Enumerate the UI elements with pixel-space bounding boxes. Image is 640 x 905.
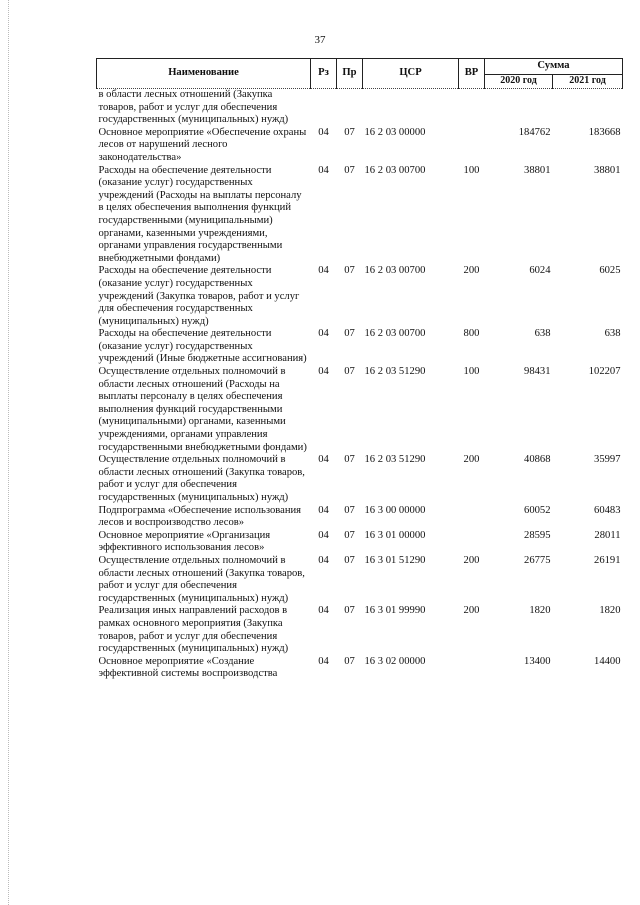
- cell-name: Основное мероприятие «Организация эффективного использования лесов»: [98, 529, 271, 554]
- cell-name: Расходы на обеспечение деятельности (оказание услуг) государственных учреждений (Расходы на выплаты персоналу в целях обеспечения выполнения функций государственными (муниципальными) органами, казенными учреждениями, органами управления государственными внебюджетными фондами): [98, 164, 302, 264]
- table-body: [97, 89, 623, 681]
- cell-vr: [459, 530, 485, 555]
- cell-rz: 04: [318, 126, 329, 138]
- cell-rz: 04: [318, 164, 329, 176]
- table-row: [97, 366, 623, 454]
- cell-rz: 04: [318, 529, 329, 541]
- cell-rz: 04: [318, 328, 329, 340]
- cell-name: Основное мероприятие «Создание эффективной системы воспроизводства: [98, 655, 278, 680]
- cell-y2021: 14400: [594, 655, 621, 667]
- cell-vr: 100: [463, 366, 480, 378]
- cell-y2020: 28595: [524, 529, 551, 541]
- cell-name: в области лесных отношений (Закупка товаров, работ и услуг для обеспечения государственных (муниципальных) нужд): [98, 89, 289, 126]
- cell-pr: [337, 89, 363, 127]
- cell-rz: 04: [318, 655, 329, 667]
- cell-y2020: 1820: [529, 605, 551, 617]
- table-row: [97, 454, 623, 504]
- cell-name: Расходы на обеспечение деятельности (оказание услуг) государственных учреждений (Иные бюджетные ассигнования): [98, 328, 307, 365]
- cell-csr: 16 2 03 51290: [364, 454, 426, 466]
- cell-y2021: 6025: [599, 265, 621, 277]
- cell-y2021: 35997: [594, 454, 621, 466]
- cell-y2021: 60483: [594, 504, 621, 516]
- cell-y2020: 60052: [524, 504, 551, 516]
- cell-rz: 04: [318, 504, 329, 516]
- cell-y2021: 28011: [594, 529, 621, 541]
- header-vr: ВР: [459, 59, 485, 89]
- table-row: [97, 127, 623, 165]
- cell-y2020: 40868: [524, 454, 551, 466]
- table-row: [97, 530, 623, 555]
- table-row: [97, 555, 623, 605]
- cell-y2021: 26191: [594, 554, 621, 566]
- cell-rz: 04: [318, 454, 329, 466]
- cell-pr: 07: [344, 454, 355, 466]
- cell-pr: 07: [344, 366, 355, 378]
- cell-rz: 04: [318, 605, 329, 617]
- table-row: [97, 165, 623, 266]
- cell-y2021: 38801: [594, 164, 621, 176]
- cell-rz: 04: [318, 265, 329, 277]
- cell-vr: [459, 89, 485, 127]
- cell-vr: 200: [463, 454, 480, 466]
- table-row: [97, 328, 623, 366]
- cell-y2020: 184762: [518, 126, 551, 138]
- cell-y2020: 26775: [524, 554, 551, 566]
- cell-y2020: [485, 89, 553, 127]
- cell-vr: 200: [463, 554, 480, 566]
- cell-pr: 07: [344, 126, 355, 138]
- table-row: [97, 505, 623, 530]
- table-row: [97, 656, 623, 681]
- cell-y2020: 6024: [529, 265, 551, 277]
- cell-y2020: 98431: [524, 366, 551, 378]
- cell-pr: 07: [344, 605, 355, 617]
- cell-y2020: 13400: [524, 655, 551, 667]
- cell-csr: 16 3 01 00000: [364, 529, 426, 541]
- cell-vr: [459, 656, 485, 681]
- header-year-2020: 2020 год: [485, 75, 553, 89]
- header-name: Наименование: [97, 59, 311, 89]
- cell-pr: 07: [344, 529, 355, 541]
- cell-y2021: 102207: [588, 366, 621, 378]
- cell-y2021: 638: [604, 328, 621, 340]
- budget-table: [96, 58, 623, 681]
- scan-margin-line: [8, 0, 9, 905]
- cell-csr: 16 2 03 00700: [364, 328, 426, 340]
- cell-vr: [459, 505, 485, 530]
- header-csr: ЦСР: [363, 59, 459, 89]
- cell-csr: 16 2 03 51290: [364, 366, 426, 378]
- cell-vr: 200: [463, 265, 480, 277]
- cell-name: Осуществление отдельных полномочий в области лесных отношений (Закупка товаров, работ и услуг для обеспечения государственных (муниципальных) нужд): [98, 454, 305, 503]
- cell-pr: 07: [344, 328, 355, 340]
- cell-y2021: [553, 89, 623, 127]
- cell-vr: 100: [463, 164, 480, 176]
- cell-csr: 16 3 00 00000: [364, 504, 426, 516]
- cell-pr: 07: [344, 655, 355, 667]
- table-row: [97, 605, 623, 655]
- header-rz: Рз: [311, 59, 337, 89]
- cell-csr: [363, 89, 459, 127]
- cell-csr: 16 2 03 00000: [364, 126, 426, 138]
- cell-vr: [459, 127, 485, 165]
- cell-csr: 16 3 01 51290: [364, 554, 426, 566]
- cell-name: Осуществление отдельных полномочий в области лесных отношений (Расходы на выплаты персоналу в целях обеспечения выполнения функций государственными (муниципальными) органами, казенными учреждениями, органами управления государственными внебюджетными фондами): [98, 366, 307, 453]
- cell-csr: 16 2 03 00700: [364, 164, 426, 176]
- cell-csr: 16 3 01 99990: [364, 605, 426, 617]
- cell-csr: 16 3 02 00000: [364, 655, 426, 667]
- cell-pr: 07: [344, 164, 355, 176]
- header-year-2021: 2021 год: [553, 75, 623, 89]
- cell-name: Подпрограмма «Обеспечение использования лесов и воспроизводство лесов»: [98, 504, 302, 529]
- table-row: [97, 265, 623, 328]
- cell-csr: 16 2 03 00700: [364, 265, 426, 277]
- cell-pr: 07: [344, 265, 355, 277]
- cell-vr: 200: [463, 605, 480, 617]
- cell-name: Расходы на обеспечение деятельности (оказание услуг) государственных учреждений (Закупка товаров, работ и услуг для обеспечения государственных (муниципальных) нужд): [98, 265, 300, 327]
- table-row: [97, 89, 623, 127]
- cell-name: Реализация иных направлений расходов в рамках основного мероприятия (Закупка товаров, работ и услуг для обеспечения государственных (муниципальных) нужд): [98, 605, 289, 655]
- cell-y2020: 38801: [524, 164, 551, 176]
- cell-name: Основное мероприятие «Обеспечение охраны лесов от нарушений лесного законодательства»: [98, 126, 307, 163]
- header-sum: Сумма: [485, 59, 623, 75]
- page-number: 37: [314, 34, 326, 46]
- cell-rz: 04: [318, 554, 329, 566]
- cell-y2021: 1820: [599, 605, 621, 617]
- header-pr: Пр: [337, 59, 363, 89]
- cell-y2020: 638: [534, 328, 551, 340]
- cell-pr: 07: [344, 504, 355, 516]
- cell-name: Осуществление отдельных полномочий в области лесных отношений (Закупка товаров, работ и услуг для обеспечения государственных (муниципальных) нужд): [98, 554, 305, 604]
- cell-rz: [311, 89, 337, 127]
- cell-vr: 800: [463, 328, 480, 340]
- cell-rz: 04: [318, 366, 329, 378]
- cell-y2021: 183668: [588, 126, 621, 138]
- cell-pr: 07: [344, 554, 355, 566]
